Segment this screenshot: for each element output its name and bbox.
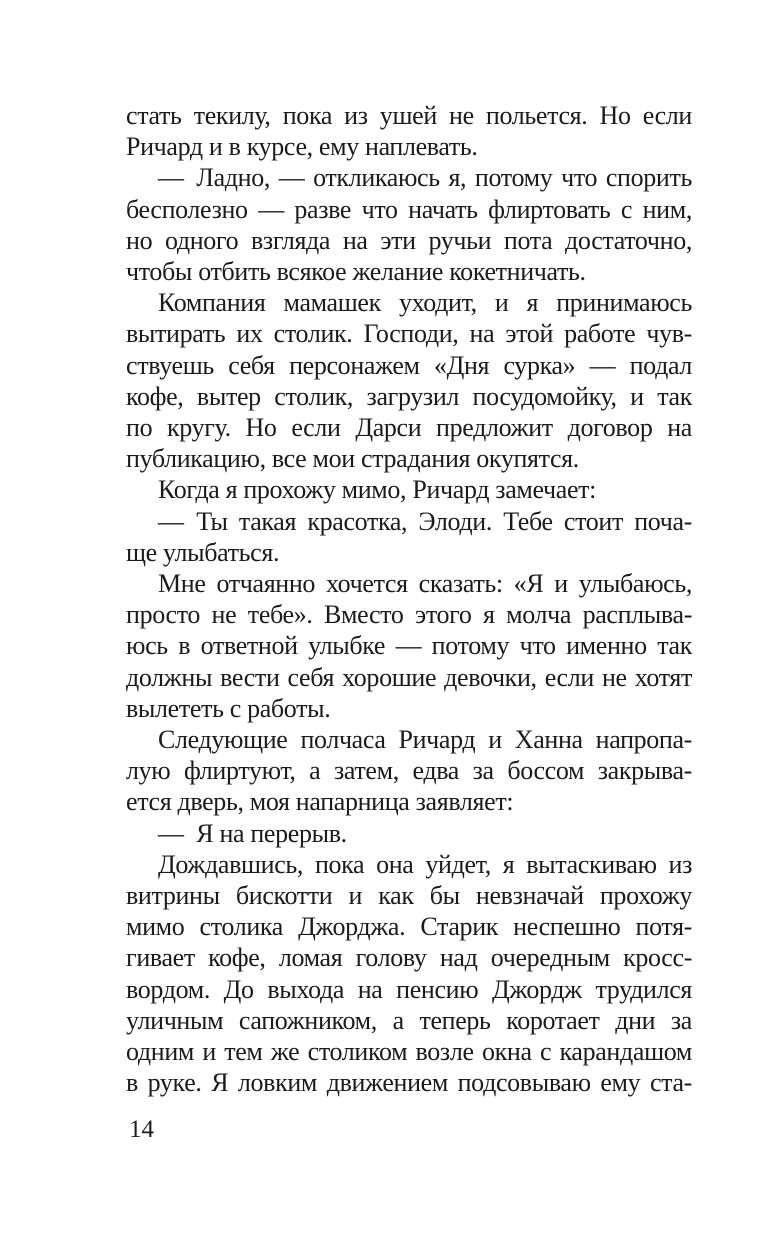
text-line: — Ладно, — откликаюсь я, потому что спорить bbox=[158, 163, 692, 193]
text-line: по кругу. Но если Дарси предложит договор на bbox=[126, 413, 692, 443]
page-text bbox=[126, 100, 692, 1099]
text-line: — Я на перерыв. bbox=[158, 818, 347, 848]
text-line: Дождавшись, пока она уйдет, я вытаскиваю из bbox=[158, 849, 692, 879]
page-number: 14 bbox=[129, 1116, 154, 1143]
text-line: ще улыбаться. bbox=[126, 537, 280, 567]
text-line: уличным сапожником, а теперь коротает дни за bbox=[126, 1005, 692, 1035]
text-line: лую флиртуют, а затем, едва за боссом закрыва- bbox=[126, 756, 692, 786]
text-line: в руке. Я ловким движением подсовываю ему ста- bbox=[126, 1068, 692, 1098]
text-line: стать текилу, пока из ушей не польется. Но если bbox=[126, 101, 692, 130]
text-line: но одного взгляда на эти ручьи пота достаточно, bbox=[126, 225, 692, 255]
text-line: Когда я прохожу мимо, Ричард замечает: bbox=[158, 475, 597, 505]
text-line: ется дверь, моя напарница заявляет: bbox=[126, 787, 514, 817]
text-line: бесполезно — разве что начать флиртовать с ним, bbox=[126, 194, 692, 224]
text-line: гивает кофе, ломая голову над очередным кросс- bbox=[126, 943, 692, 973]
text-line: публикацию, все мои страдания окупятся. bbox=[126, 444, 579, 474]
text-line: Следующие полчаса Ричард и Ханна напропа- bbox=[158, 725, 692, 755]
text-line: Ричард и в курсе, ему наплевать. bbox=[126, 132, 478, 162]
text-line: юсь в ответной улыбке — потому что именно так bbox=[126, 631, 692, 661]
text-line: вордом. До выхода на пенсию Джордж трудился bbox=[126, 974, 692, 1004]
text-line: чтобы отбить всякое желание кокетничать. bbox=[126, 257, 586, 287]
text-line: Компания мамашек уходит, и я принимаюсь bbox=[158, 288, 692, 318]
text-line: вылететь с работы. bbox=[126, 693, 331, 723]
text-line: одним и тем же столиком возле окна с карандашом bbox=[126, 1037, 692, 1067]
text-line: просто не тебе». Вместо этого я молча расплыва- bbox=[126, 600, 692, 630]
text-line: должны вести себя хорошие девочки, если не хотят bbox=[126, 662, 692, 692]
text-line: ствуешь себя персонажем «Дня сурка» — подал bbox=[126, 350, 692, 380]
text-line: Мне отчаянно хочется сказать: «Я и улыбаюсь, bbox=[158, 569, 692, 599]
text-line: мимо столика Джорджа. Старик неспешно потя- bbox=[126, 912, 692, 942]
text-line: — Ты такая красотка, Элоди. Тебе стоит поча- bbox=[158, 506, 692, 536]
text-line: вытирать их столик. Господи, на этой работе чув- bbox=[126, 319, 692, 349]
text-line: витрины бискотти и как бы невзначай прохожу bbox=[126, 881, 692, 911]
text-line: кофе, вытер столик, загрузил посудомойку, и так bbox=[126, 381, 692, 411]
